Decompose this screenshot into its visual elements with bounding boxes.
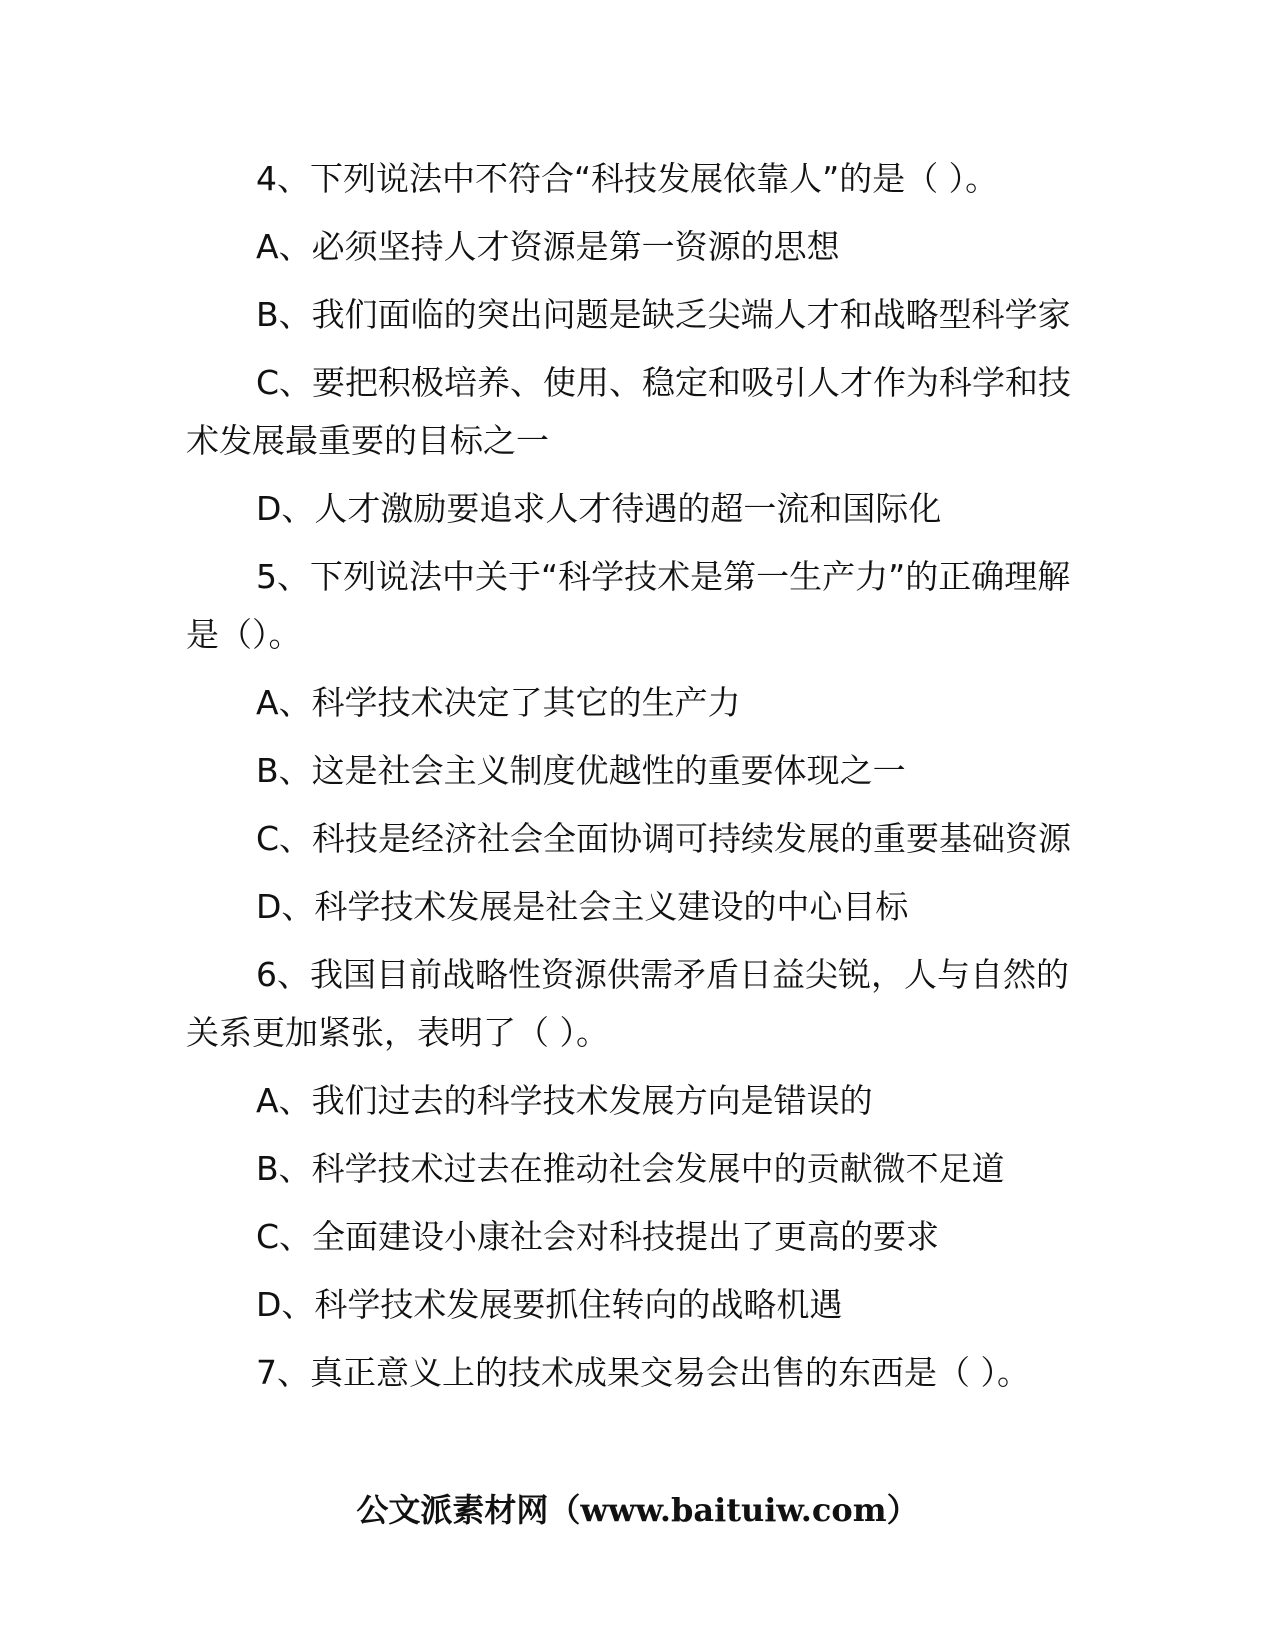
q4-option-b: B、我们面临的突出问题是缺乏尖端人才和战略型科学家 (256, 295, 1071, 334)
q6-option-c: C、全面建设小康社会对科技提出了更高的要求 (256, 1217, 940, 1256)
question-6: 6、我国目前战略性资源供需矛盾日益尖锐，人与自然的关系更加紧张，表明了（ ）。 (186, 955, 1069, 1052)
q4-option-d: D、人才激励要追求人才待遇的超一流和国际化 (256, 489, 942, 528)
document-body (186, 150, 1091, 1412)
question-7: 7、真正意义上的技术成果交易会出售的东西是（ ）。 (256, 1353, 1030, 1392)
q6-option-a: A、我们过去的科学技术发展方向是错误的 (256, 1081, 873, 1120)
q4-option-a: A、必须坚持人才资源是第一资源的思想 (256, 227, 840, 266)
q5-option-d: D、科学技术发展是社会主义建设的中心目标 (256, 887, 909, 926)
q6-option-b: B、科学技术过去在推动社会发展中的贡献微不足道 (256, 1149, 1005, 1188)
q6-option-d: D、科学技术发展要抓住转向的战略机遇 (256, 1285, 843, 1324)
q5-option-c: C、科技是经济社会全面协调可持续发展的重要基础资源 (256, 819, 1072, 858)
question-4: 4、下列说法中不符合“科技发展依靠人”的是（ ）。 (256, 159, 999, 198)
q4-option-c: C、要把积极培养、使用、稳定和吸引人才作为科学和技术发展最重要的目标之一 (186, 363, 1072, 460)
page-footer: 公文派素材网（www.baituiw.com） (356, 1491, 919, 1529)
q5-option-b: B、这是社会主义制度优越性的重要体现之一 (256, 751, 906, 790)
question-5: 5、下列说法中关于“科学技术是第一生产力”的正确理解是（）。 (186, 557, 1071, 654)
q5-option-a: A、科学技术决定了其它的生产力 (256, 683, 741, 722)
